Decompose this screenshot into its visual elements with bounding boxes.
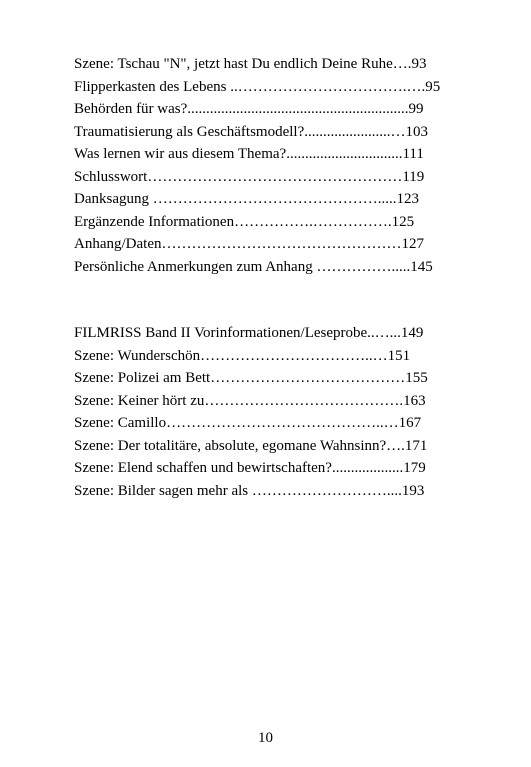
toc-entry: Szene: Polizei am Bett…………………………………155 bbox=[74, 370, 428, 386]
toc-entry: Anhang/Daten…………………………………………127 bbox=[74, 236, 424, 252]
toc-entry: FILMRISS Band II Vorinformationen/Leseprobe..…...149 bbox=[74, 325, 424, 341]
toc-entry: Szene: Keiner hört zu………………………………….163 bbox=[74, 392, 426, 409]
page-number: 10 bbox=[258, 730, 273, 746]
toc-entry: Szene: Wunderschön……………………………..…151 bbox=[74, 347, 411, 364]
toc-entry: Szene: Camillo……………………………………..…167 bbox=[74, 415, 422, 431]
toc-entry: Danksagung ……………………………………….....123 bbox=[74, 191, 419, 207]
toc-entry: Szene: Tschau "N", jetzt hast Du endlich Deine Ruhe….93 bbox=[74, 56, 427, 72]
toc-entry: Flipperkasten des Lebens ..…………………………….….95 bbox=[74, 78, 441, 95]
toc-entry: Behörden für was?...........................................................99 bbox=[74, 101, 424, 117]
toc-section-main bbox=[74, 53, 464, 278]
toc-entry: Szene: Elend schaffen und bewirtschaften?...................179 bbox=[74, 460, 426, 476]
toc-entry: Traumatisierung als Geschäftsmodell?.......................…103 bbox=[74, 123, 428, 140]
toc-section-band-2 bbox=[74, 322, 464, 502]
toc-entry: Szene: Bilder sagen mehr als ………………………....193 bbox=[74, 482, 425, 499]
toc-entry: Ergänzende Informationen…………….…………….125 bbox=[74, 213, 415, 230]
toc-entry: Szene: Der totalitäre, absolute, egomane Wahnsinn?….171 bbox=[74, 437, 428, 454]
toc-entry: Schlusswort……………………………………………119 bbox=[74, 168, 425, 185]
toc-entry: Persönliche Anmerkungen zum Anhang …………….....145 bbox=[74, 258, 433, 275]
toc-entry: Was lernen wir aus diesem Thema?...............................111 bbox=[74, 146, 424, 162]
